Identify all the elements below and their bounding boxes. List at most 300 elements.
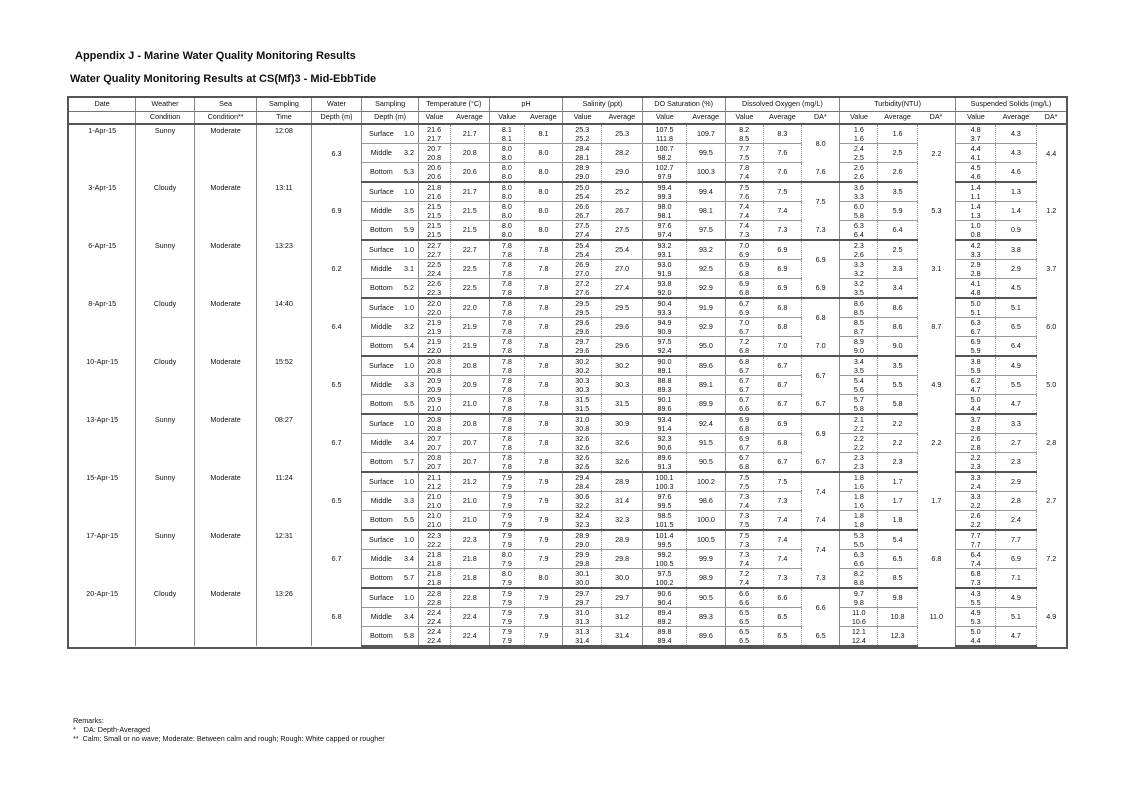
turbidity-average: 5.8 xyxy=(878,395,917,415)
table-body xyxy=(69,124,1066,646)
do-saturation-average: 99.5 xyxy=(687,144,725,163)
temperature-values-reading: 22.7 xyxy=(427,241,442,250)
ph-values xyxy=(489,492,524,511)
suspended-solids-values-reading: 4.4 xyxy=(970,144,981,153)
suspended-solids-values xyxy=(955,163,995,183)
ph-average: 7.8 xyxy=(524,414,562,434)
temperature-values-reading: 22.7 xyxy=(427,250,442,259)
header-water: Water xyxy=(311,98,362,111)
do-saturation-values-reading: 92.4 xyxy=(657,346,672,355)
dissolved-oxygen-values-reading: 6.7 xyxy=(739,376,750,385)
turbidity-values-reading: 6.6 xyxy=(853,559,864,568)
suspended-solids-values-reading: 6.7 xyxy=(970,327,981,336)
turbidity-values-reading: 3.2 xyxy=(853,269,864,278)
date-cell: 8-Apr-15 xyxy=(69,298,136,356)
temperature-values xyxy=(418,337,450,357)
sampling-time-cell: 13:26 xyxy=(257,588,311,646)
turbidity-average: 1.6 xyxy=(878,124,917,144)
temperature-values-reading: 21.6 xyxy=(427,125,442,134)
suspended-solids-values-reading: 5.0 xyxy=(970,395,981,404)
suspended-solids-average: 6.9 xyxy=(996,550,1036,569)
do-saturation-values xyxy=(642,453,687,473)
layer-name-cell: Surface xyxy=(362,356,400,376)
header-weather: Weather xyxy=(136,98,194,111)
layer-name-cell: Bottom xyxy=(362,337,400,357)
header-da: DA* xyxy=(801,111,839,124)
sea-condition-cell: Moderate xyxy=(194,182,257,240)
dissolved-oxygen-values-reading: 7.5 xyxy=(739,520,750,529)
salinity-values xyxy=(563,260,602,279)
salinity-values-reading: 32.4 xyxy=(575,511,590,520)
suspended-solids-values xyxy=(955,298,995,318)
salinity-average: 31.4 xyxy=(602,627,642,647)
ph-values-reading: 7.9 xyxy=(501,511,512,520)
ph-values-reading: 7.9 xyxy=(501,501,512,510)
ph-values-reading: 8.0 xyxy=(501,202,512,211)
suspended-solids-values xyxy=(955,588,995,608)
do-saturation-values xyxy=(642,163,687,183)
ph-values-reading: 8.0 xyxy=(501,153,512,162)
ph-values xyxy=(489,511,524,531)
do-saturation-average: 92.4 xyxy=(687,414,725,434)
do-saturation-average: 89.3 xyxy=(687,608,725,627)
turbidity-values xyxy=(840,260,878,279)
dissolved-oxygen-values-reading: 6.8 xyxy=(739,357,750,366)
salinity-average: 27.5 xyxy=(602,221,642,241)
table-row xyxy=(69,356,1066,376)
suspended-solids-values xyxy=(955,550,995,569)
temperature-values-reading: 21.8 xyxy=(427,183,442,192)
ph-average: 7.8 xyxy=(524,260,562,279)
salinity-values xyxy=(563,144,602,163)
date-cell: 1-Apr-15 xyxy=(69,124,136,182)
layer-name-cell: Middle xyxy=(362,202,400,221)
dissolved-oxygen-average: 6.5 xyxy=(763,627,801,647)
salinity-values-reading: 25.4 xyxy=(575,192,590,201)
ph-average: 8.0 xyxy=(524,163,562,183)
do-saturation-values-reading: 93.3 xyxy=(657,308,672,317)
dissolved-oxygen-values-reading: 7.3 xyxy=(739,492,750,501)
suspended-solids-average: 4.7 xyxy=(996,627,1036,647)
temperature-values-reading: 22.8 xyxy=(427,598,442,607)
sea-condition-cell: Moderate xyxy=(194,588,257,646)
suspended-solids-average: 4.9 xyxy=(996,356,1036,376)
salinity-average: 29.5 xyxy=(602,298,642,318)
turbidity-values-reading: 3.5 xyxy=(853,288,864,297)
dissolved-oxygen-values-reading: 6.7 xyxy=(739,366,750,375)
do-saturation-values-reading: 91.4 xyxy=(657,424,672,433)
sampling-depth-cell: 1.0 xyxy=(400,124,418,144)
salinity-average: 29.8 xyxy=(602,550,642,569)
header-turbidity: Turbidity(NTU) xyxy=(840,98,956,111)
do-saturation-values-reading: 89.4 xyxy=(657,608,672,617)
ph-values xyxy=(489,376,524,395)
dissolved-oxygen-values-reading: 6.6 xyxy=(739,589,750,598)
ph-values-reading: 7.8 xyxy=(501,434,512,443)
date-cell: 20-Apr-15 xyxy=(69,588,136,646)
dissolved-oxygen-da: 7.5 xyxy=(801,182,839,221)
suspended-solids-average: 5.5 xyxy=(996,376,1036,395)
ph-values-reading: 8.0 xyxy=(501,550,512,559)
dissolved-oxygen-average: 7.4 xyxy=(763,511,801,531)
turbidity-average: 1.7 xyxy=(878,472,917,492)
temperature-values xyxy=(418,588,450,608)
remarks-sea-note: ** Calm: Small or no wave; Moderate: Between calm and rough; Rough: White capped or rougher xyxy=(73,734,385,743)
salinity-values-reading: 27.6 xyxy=(575,288,590,297)
salinity-values-reading: 29.8 xyxy=(575,559,590,568)
ph-values-reading: 8.0 xyxy=(501,569,512,578)
turbidity-values xyxy=(840,569,878,589)
do-saturation-values xyxy=(642,530,687,550)
turbidity-values xyxy=(840,530,878,550)
salinity-values xyxy=(563,202,602,221)
do-saturation-values-reading: 89.1 xyxy=(657,366,672,375)
dissolved-oxygen-values-reading: 7.5 xyxy=(739,183,750,192)
sampling-time-cell: 13:23 xyxy=(257,240,311,298)
suspended-solids-values-reading: 5.5 xyxy=(970,598,981,607)
suspended-solids-values-reading: 2.8 xyxy=(970,443,981,452)
suspended-solids-values xyxy=(955,395,995,415)
table-row xyxy=(69,124,1066,144)
salinity-values-reading: 30.3 xyxy=(575,376,590,385)
dissolved-oxygen-values-reading: 7.4 xyxy=(739,501,750,510)
suspended-solids-da: 1.2 xyxy=(1046,206,1057,215)
water-depth-cell: 6.4 xyxy=(311,298,362,356)
suspended-solids-values-reading: 7.4 xyxy=(970,559,981,568)
weather-cell: Cloudy xyxy=(136,588,194,646)
ph-values xyxy=(489,318,524,337)
salinity-average: 25.3 xyxy=(602,124,642,144)
do-saturation-values-reading: 99.3 xyxy=(657,192,672,201)
do-saturation-values-reading: 90.6 xyxy=(657,589,672,598)
temperature-values xyxy=(418,608,450,627)
remarks-title: Remarks: xyxy=(73,716,104,725)
header-ph: pH xyxy=(489,98,562,111)
turbidity-average: 3.5 xyxy=(878,182,917,202)
ph-average: 7.8 xyxy=(524,240,562,260)
turbidity-values-reading: 2.6 xyxy=(853,163,864,172)
dissolved-oxygen-values-reading: 7.4 xyxy=(739,172,750,181)
water-depth-cell: 6.2 xyxy=(311,240,362,298)
turbidity-average: 5.9 xyxy=(878,202,917,221)
dissolved-oxygen-values-reading: 7.2 xyxy=(739,569,750,578)
dissolved-oxygen-values xyxy=(725,163,763,183)
dissolved-oxygen-values-reading: 7.4 xyxy=(739,578,750,587)
do-saturation-average: 98.1 xyxy=(687,202,725,221)
do-saturation-average: 100.3 xyxy=(687,163,725,183)
salinity-values-reading: 27.0 xyxy=(575,269,590,278)
ph-values-reading: 8.0 xyxy=(501,192,512,201)
ph-values-reading: 8.0 xyxy=(501,230,512,239)
suspended-solids-values xyxy=(955,221,995,241)
turbidity-average: 2.2 xyxy=(878,414,917,434)
temperature-average: 22.7 xyxy=(450,240,489,260)
turbidity-values-reading: 9.0 xyxy=(853,346,864,355)
turbidity-values-reading: 2.3 xyxy=(853,462,864,471)
turbidity-values xyxy=(840,414,878,434)
ph-average: 7.9 xyxy=(524,530,562,550)
temperature-values xyxy=(418,240,450,260)
do-saturation-values xyxy=(642,182,687,202)
suspended-solids-average: 0.9 xyxy=(996,221,1036,241)
temperature-values-reading: 22.6 xyxy=(427,279,442,288)
header-sea: Sea xyxy=(194,98,257,111)
dissolved-oxygen-average: 6.7 xyxy=(763,395,801,415)
do-saturation-values-reading: 91.9 xyxy=(657,269,672,278)
ph-values-reading: 7.8 xyxy=(501,337,512,346)
sampling-depth-cell: 1.0 xyxy=(400,414,418,434)
turbidity-values-reading: 8.6 xyxy=(853,299,864,308)
salinity-values-reading: 29.0 xyxy=(575,172,590,181)
sampling-depth-cell: 5.5 xyxy=(400,511,418,531)
ph-average: 7.9 xyxy=(524,608,562,627)
salinity-average: 32.6 xyxy=(602,453,642,473)
suspended-solids-values-reading: 1.3 xyxy=(970,211,981,220)
turbidity-average: 2.5 xyxy=(878,240,917,260)
salinity-average: 29.7 xyxy=(602,588,642,608)
dissolved-oxygen-average: 6.8 xyxy=(763,298,801,318)
do-saturation-values-reading: 102.7 xyxy=(655,163,674,172)
temperature-values-reading: 20.7 xyxy=(427,144,442,153)
salinity-values-reading: 29.7 xyxy=(575,598,590,607)
dissolved-oxygen-values xyxy=(725,144,763,163)
layer-name-cell: Middle xyxy=(362,492,400,511)
salinity-values xyxy=(563,163,602,183)
ph-values xyxy=(489,627,524,647)
salinity-values xyxy=(563,356,602,376)
ph-values xyxy=(489,569,524,589)
ph-values-reading: 7.8 xyxy=(501,415,512,424)
ph-values-reading: 7.8 xyxy=(501,250,512,259)
turbidity-values-reading: 5.5 xyxy=(853,540,864,549)
header-dissolved-oxygen: Dissolved Oxygen (mg/L) xyxy=(725,98,840,111)
do-saturation-values xyxy=(642,492,687,511)
suspended-solids-da: 7.2 xyxy=(1046,554,1057,563)
dissolved-oxygen-average: 7.4 xyxy=(763,530,801,550)
ph-values-reading: 7.9 xyxy=(501,617,512,626)
do-saturation-values-reading: 89.4 xyxy=(657,636,672,645)
temperature-values xyxy=(418,414,450,434)
turbidity-values-reading: 3.3 xyxy=(853,260,864,269)
header-sampling-depth-2: Depth (m) xyxy=(362,111,418,124)
sampling-depth-cell: 5.9 xyxy=(400,221,418,241)
sampling-depth-cell: 3.2 xyxy=(400,318,418,337)
dissolved-oxygen-values-reading: 6.7 xyxy=(739,453,750,462)
temperature-average: 22.8 xyxy=(450,588,489,608)
dissolved-oxygen-values-reading: 6.5 xyxy=(739,627,750,636)
ph-values-reading: 7.8 xyxy=(501,376,512,385)
temperature-values-reading: 22.4 xyxy=(427,617,442,626)
turbidity-values xyxy=(840,144,878,163)
header-do-saturation: DO Saturation (%) xyxy=(642,98,725,111)
suspended-solids-average: 5.1 xyxy=(996,608,1036,627)
turbidity-average: 12.3 xyxy=(878,627,917,647)
salinity-values-reading: 29.7 xyxy=(575,589,590,598)
salinity-values xyxy=(563,376,602,395)
suspended-solids-average: 2.9 xyxy=(996,472,1036,492)
temperature-values xyxy=(418,511,450,531)
do-saturation-values-reading: 98.0 xyxy=(657,202,672,211)
do-saturation-values-reading: 92.0 xyxy=(657,288,672,297)
do-saturation-values-reading: 93.0 xyxy=(657,260,672,269)
suspended-solids-values-reading: 2.4 xyxy=(970,482,981,491)
turbidity-da: 11.0 xyxy=(917,588,955,646)
suspended-solids-values-reading: 6.3 xyxy=(970,318,981,327)
dissolved-oxygen-da: 6.9 xyxy=(801,240,839,279)
salinity-values-reading: 31.5 xyxy=(575,404,590,413)
salinity-values-reading: 29.6 xyxy=(575,318,590,327)
temperature-values-reading: 21.8 xyxy=(427,559,442,568)
suspended-solids-values-reading: 4.8 xyxy=(970,288,981,297)
dissolved-oxygen-bottom-da: 7.4 xyxy=(801,511,839,531)
weather-cell: Cloudy xyxy=(136,356,194,414)
turbidity-values-reading: 5.6 xyxy=(853,385,864,394)
suspended-solids-values-reading: 1.4 xyxy=(970,202,981,211)
header-average: Average xyxy=(602,111,642,124)
suspended-solids-values-reading: 3.7 xyxy=(970,134,981,143)
table-row xyxy=(69,472,1066,492)
do-saturation-values-reading: 90.6 xyxy=(657,443,672,452)
salinity-average: 31.4 xyxy=(602,492,642,511)
turbidity-values xyxy=(840,627,878,647)
salinity-values-reading: 31.0 xyxy=(575,415,590,424)
sampling-time-cell: 12:08 xyxy=(257,124,311,182)
header-value: Value xyxy=(725,111,763,124)
dissolved-oxygen-average: 7.3 xyxy=(763,221,801,241)
temperature-values xyxy=(418,453,450,473)
salinity-values-reading: 25.0 xyxy=(575,183,590,192)
sampling-depth-cell: 5.5 xyxy=(400,395,418,415)
turbidity-values-reading: 9.7 xyxy=(853,589,864,598)
header-sampling: Sampling xyxy=(257,98,311,111)
sampling-depth-cell: 5.4 xyxy=(400,337,418,357)
turbidity-values xyxy=(840,202,878,221)
do-saturation-values-reading: 101.4 xyxy=(655,531,674,540)
do-saturation-values xyxy=(642,240,687,260)
do-saturation-values-reading: 98.5 xyxy=(657,511,672,520)
salinity-values-reading: 26.7 xyxy=(575,211,590,220)
salinity-values-reading: 29.5 xyxy=(575,299,590,308)
temperature-values-reading: 21.0 xyxy=(427,501,442,510)
temperature-values-reading: 21.0 xyxy=(427,520,442,529)
salinity-values xyxy=(563,240,602,260)
dissolved-oxygen-values-reading: 7.5 xyxy=(739,482,750,491)
sampling-time-cell: 14:40 xyxy=(257,298,311,356)
header-average: Average xyxy=(878,111,917,124)
do-saturation-values-reading: 97.5 xyxy=(657,569,672,578)
ph-values xyxy=(489,434,524,453)
do-saturation-values-reading: 97.9 xyxy=(657,172,672,181)
water-depth-cell: 6.7 xyxy=(311,530,362,588)
salinity-values-reading: 29.4 xyxy=(575,473,590,482)
suspended-solids-values xyxy=(955,453,995,473)
do-saturation-average: 97.5 xyxy=(687,221,725,241)
do-saturation-average: 90.5 xyxy=(687,453,725,473)
layer-name-cell: Middle xyxy=(362,260,400,279)
salinity-values-reading: 30.2 xyxy=(575,366,590,375)
do-saturation-values xyxy=(642,318,687,337)
suspended-solids-values-reading: 1.0 xyxy=(970,221,981,230)
suspended-solids-values-reading: 6.4 xyxy=(970,550,981,559)
temperature-values-reading: 22.0 xyxy=(427,299,442,308)
dissolved-oxygen-values xyxy=(725,530,763,550)
temperature-values xyxy=(418,260,450,279)
suspended-solids-values-reading: 2.2 xyxy=(970,453,981,462)
ph-values-reading: 7.9 xyxy=(501,531,512,540)
dissolved-oxygen-average: 7.4 xyxy=(763,202,801,221)
temperature-values xyxy=(418,434,450,453)
ph-values-reading: 7.8 xyxy=(501,443,512,452)
turbidity-da: 5.3 xyxy=(917,182,955,240)
turbidity-average: 10.8 xyxy=(878,608,917,627)
do-saturation-values xyxy=(642,434,687,453)
temperature-values-reading: 20.8 xyxy=(427,453,442,462)
salinity-values-reading: 28.9 xyxy=(575,531,590,540)
ph-average: 7.8 xyxy=(524,298,562,318)
turbidity-average: 1.8 xyxy=(878,511,917,531)
turbidity-average: 6.4 xyxy=(878,221,917,241)
sampling-depth-cell: 3.4 xyxy=(400,608,418,627)
dissolved-oxygen-average: 6.7 xyxy=(763,356,801,376)
do-saturation-average: 91.9 xyxy=(687,298,725,318)
dissolved-oxygen-bottom-da: 7.3 xyxy=(801,569,839,589)
temperature-values xyxy=(418,221,450,241)
dissolved-oxygen-values-reading: 6.9 xyxy=(739,308,750,317)
suspended-solids-values-reading: 6.2 xyxy=(970,376,981,385)
ph-values-reading: 7.8 xyxy=(501,404,512,413)
do-saturation-average: 95.0 xyxy=(687,337,725,357)
temperature-values-reading: 20.6 xyxy=(427,172,442,181)
ph-values-reading: 7.8 xyxy=(501,366,512,375)
temperature-values xyxy=(418,202,450,221)
ph-average: 7.9 xyxy=(524,588,562,608)
weather-cell: Cloudy xyxy=(136,182,194,240)
do-saturation-values-reading: 90.4 xyxy=(657,299,672,308)
ph-values-reading: 7.9 xyxy=(501,598,512,607)
turbidity-values xyxy=(840,356,878,376)
turbidity-values xyxy=(840,588,878,608)
turbidity-values-reading: 2.2 xyxy=(853,424,864,433)
suspended-solids-values xyxy=(955,530,995,550)
turbidity-values xyxy=(840,492,878,511)
suspended-solids-average: 7.1 xyxy=(996,569,1036,589)
dissolved-oxygen-values-reading: 6.9 xyxy=(739,415,750,424)
do-saturation-values xyxy=(642,144,687,163)
suspended-solids-values-reading: 7.7 xyxy=(970,531,981,540)
do-saturation-values xyxy=(642,356,687,376)
suspended-solids-values-reading: 5.0 xyxy=(970,627,981,636)
date-cell: 10-Apr-15 xyxy=(69,356,136,414)
turbidity-average: 8.5 xyxy=(878,569,917,589)
salinity-average: 30.3 xyxy=(602,376,642,395)
dissolved-oxygen-values-reading: 6.9 xyxy=(739,279,750,288)
do-saturation-values xyxy=(642,569,687,589)
suspended-solids-values xyxy=(955,569,995,589)
sampling-time-cell: 13:11 xyxy=(257,182,311,240)
dissolved-oxygen-da: 6.6 xyxy=(801,588,839,627)
salinity-values-reading: 27.4 xyxy=(575,230,590,239)
do-saturation-values-reading: 93.8 xyxy=(657,279,672,288)
ph-values-reading: 8.0 xyxy=(501,211,512,220)
table-subtitle: Water Quality Monitoring Results at CS(Mf)3 - Mid-EbbTide xyxy=(70,73,377,85)
temperature-values-reading: 20.9 xyxy=(427,385,442,394)
salinity-values-reading: 31.4 xyxy=(575,636,590,645)
dissolved-oxygen-values-reading: 6.8 xyxy=(739,269,750,278)
salinity-average: 29.6 xyxy=(602,337,642,357)
temperature-values-reading: 21.0 xyxy=(427,404,442,413)
suspended-solids-values-reading: 5.9 xyxy=(970,366,981,375)
do-saturation-values-reading: 99.5 xyxy=(657,540,672,549)
